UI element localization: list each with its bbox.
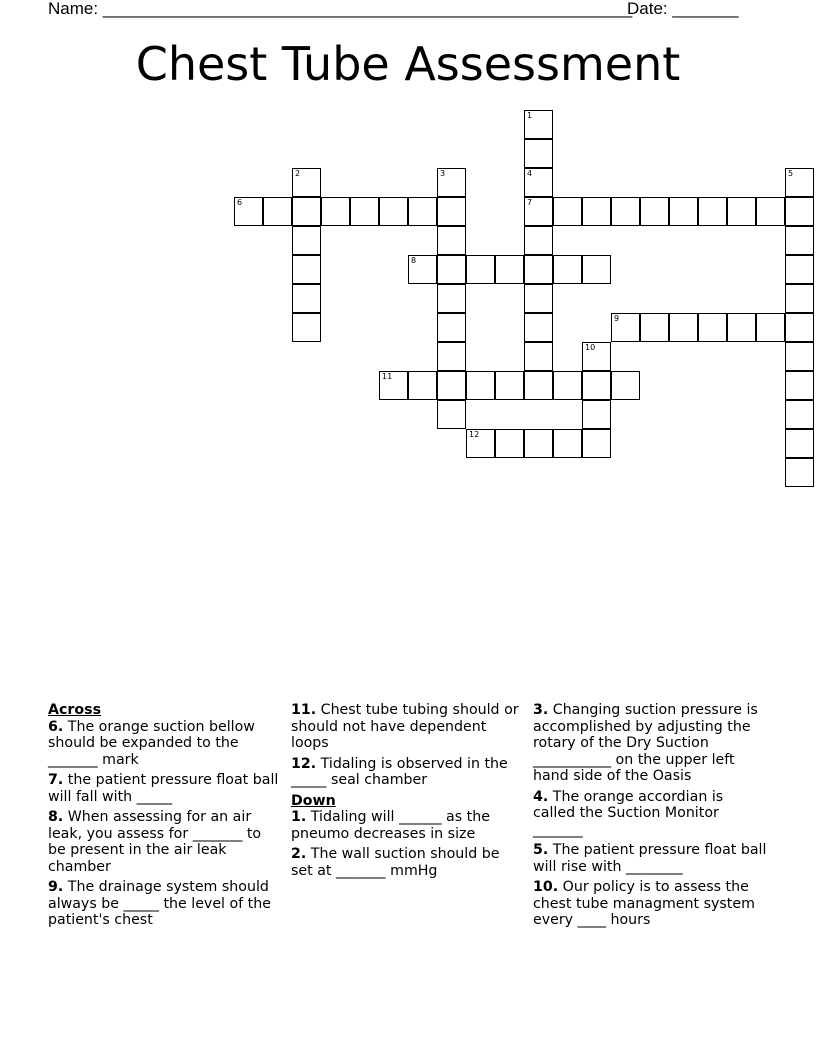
- page-title: Chest Tube Assessment: [135, 37, 681, 91]
- crossword-cell[interactable]: [292, 284, 321, 313]
- crossword-cell[interactable]: [582, 400, 611, 429]
- clue-down-10: 10. Our policy is to assess the chest tube managment system every ____ hours: [533, 879, 755, 928]
- crossword-cell[interactable]: [524, 197, 553, 226]
- crossword-cell[interactable]: [756, 313, 785, 342]
- crossword-cell[interactable]: [785, 255, 814, 284]
- clue-number: 6: [237, 198, 243, 207]
- clue-down-5: 5. The patient pressure float ball will rise with ________: [533, 842, 767, 875]
- clue-across-8: 8. When assessing for an air leak, you assess for _______ to be present in the air leak chamber: [48, 809, 262, 875]
- crossword-cell[interactable]: [785, 168, 814, 197]
- crossword-cell[interactable]: [263, 197, 292, 226]
- crossword-cell[interactable]: [582, 371, 611, 400]
- crossword-cell[interactable]: [437, 284, 466, 313]
- crossword-cell[interactable]: [553, 429, 582, 458]
- crossword-cell[interactable]: [466, 429, 495, 458]
- crossword-cell[interactable]: [640, 197, 669, 226]
- crossword-cell[interactable]: [640, 313, 669, 342]
- crossword-cell[interactable]: [553, 371, 582, 400]
- crossword-cell[interactable]: [669, 197, 698, 226]
- crossword-cell[interactable]: [785, 400, 814, 429]
- crossword-cell[interactable]: [524, 226, 553, 255]
- date-field[interactable]: Date: _______: [627, 0, 739, 18]
- clue-number: 5: [788, 169, 794, 178]
- crossword-cell[interactable]: [611, 313, 640, 342]
- clue-number: 4: [527, 169, 533, 178]
- crossword-cell[interactable]: [379, 371, 408, 400]
- crossword-cell[interactable]: [524, 429, 553, 458]
- crossword-cell[interactable]: [582, 429, 611, 458]
- clues-column-3: [533, 702, 767, 933]
- crossword-cell[interactable]: [785, 371, 814, 400]
- crossword-cell[interactable]: [611, 371, 640, 400]
- crossword-cell[interactable]: [292, 197, 321, 226]
- clue-down-1: 1. Tidaling will ______ as the pneumo decreases in size: [291, 809, 490, 842]
- clue-number: 7: [527, 198, 533, 207]
- across-heading: Across: [48, 702, 102, 718]
- clue-across-12: 12. Tidaling is observed in the _____ seal chamber: [291, 755, 508, 788]
- clues-column-2: [291, 702, 525, 883]
- crossword-cell[interactable]: [785, 429, 814, 458]
- clue-across-11: 11. Chest tube tubing should or should not have dependent loops: [291, 702, 519, 751]
- crossword-cell[interactable]: [524, 371, 553, 400]
- crossword-cell[interactable]: [437, 197, 466, 226]
- crossword-cell[interactable]: [785, 458, 814, 487]
- crossword-cell[interactable]: [785, 342, 814, 371]
- clue-number: 8: [411, 256, 417, 265]
- crossword-cell[interactable]: [524, 168, 553, 197]
- crossword-cell[interactable]: [292, 226, 321, 255]
- crossword-cell[interactable]: [756, 197, 785, 226]
- crossword-cell[interactable]: [495, 429, 524, 458]
- crossword-cell[interactable]: [437, 255, 466, 284]
- crossword-cell[interactable]: [785, 197, 814, 226]
- crossword-cell[interactable]: [292, 255, 321, 284]
- crossword-cell[interactable]: [524, 255, 553, 284]
- crossword-cell[interactable]: [234, 197, 263, 226]
- clues-column-1: [48, 702, 282, 933]
- crossword-cell[interactable]: [582, 342, 611, 371]
- clue-number: 11: [382, 372, 393, 381]
- crossword-cell[interactable]: [408, 255, 437, 284]
- crossword-cell[interactable]: [437, 226, 466, 255]
- crossword-cell[interactable]: [524, 110, 553, 139]
- crossword-cell[interactable]: [466, 255, 495, 284]
- crossword-cell[interactable]: [553, 255, 582, 284]
- crossword-cell[interactable]: [350, 197, 379, 226]
- clue-number: 1: [527, 111, 533, 120]
- crossword-cell[interactable]: [466, 371, 495, 400]
- crossword-grid: [0, 0, 816, 500]
- crossword-cell[interactable]: [292, 313, 321, 342]
- clue-across-6: 6. The orange suction bellow should be expanded to the _______ mark: [48, 718, 255, 768]
- clue-number: 12: [469, 430, 480, 439]
- crossword-cell[interactable]: [437, 313, 466, 342]
- crossword-cell[interactable]: [408, 197, 437, 226]
- name-field[interactable]: Name: ________________________________________________________: [48, 0, 633, 18]
- crossword-cell[interactable]: [495, 371, 524, 400]
- crossword-cell[interactable]: [785, 226, 814, 255]
- clue-down-4: 4. The orange accordian is called the Suction Monitor _______: [533, 788, 724, 838]
- crossword-cell[interactable]: [727, 313, 756, 342]
- crossword-cell[interactable]: [727, 197, 756, 226]
- crossword-cell[interactable]: [524, 139, 553, 168]
- clue-down-2: 2. The wall suction should be set at _______ mmHg: [291, 846, 500, 879]
- crossword-cell[interactable]: [524, 313, 553, 342]
- crossword-cell[interactable]: [698, 197, 727, 226]
- crossword-cell[interactable]: [611, 197, 640, 226]
- crossword-cell[interactable]: [495, 255, 524, 284]
- crossword-cell[interactable]: [408, 371, 437, 400]
- crossword-cell[interactable]: [437, 168, 466, 197]
- down-heading: Down: [291, 792, 336, 809]
- crossword-cell[interactable]: [582, 255, 611, 284]
- crossword-cell[interactable]: [437, 371, 466, 400]
- crossword-cell[interactable]: [524, 284, 553, 313]
- clue-number: 2: [295, 169, 301, 178]
- crossword-cell[interactable]: [379, 197, 408, 226]
- clue-down-3: 3. Changing suction pressure is accomplished by adjusting the rotary of the Dry Suction ___________ on the upper left hand side of the Oasis: [533, 702, 758, 784]
- crossword-cell[interactable]: [698, 313, 727, 342]
- crossword-cell[interactable]: [524, 342, 553, 371]
- clue-across-7: 7. the patient pressure float ball will fall with _____: [48, 772, 279, 805]
- crossword-cell[interactable]: [785, 313, 814, 342]
- crossword-cell[interactable]: [437, 400, 466, 429]
- clue-across-9: 9. The drainage system should always be _____ the level of the patient's chest: [48, 879, 271, 928]
- crossword-cell[interactable]: [582, 197, 611, 226]
- clue-number: 3: [440, 169, 446, 178]
- crossword-cell[interactable]: [292, 168, 321, 197]
- crossword-cell[interactable]: [669, 313, 698, 342]
- clue-number: 10: [585, 343, 596, 352]
- crossword-cell[interactable]: [553, 197, 582, 226]
- clue-number: 9: [614, 314, 620, 323]
- crossword-cell[interactable]: [785, 284, 814, 313]
- crossword-cell[interactable]: [321, 197, 350, 226]
- crossword-cell[interactable]: [437, 342, 466, 371]
